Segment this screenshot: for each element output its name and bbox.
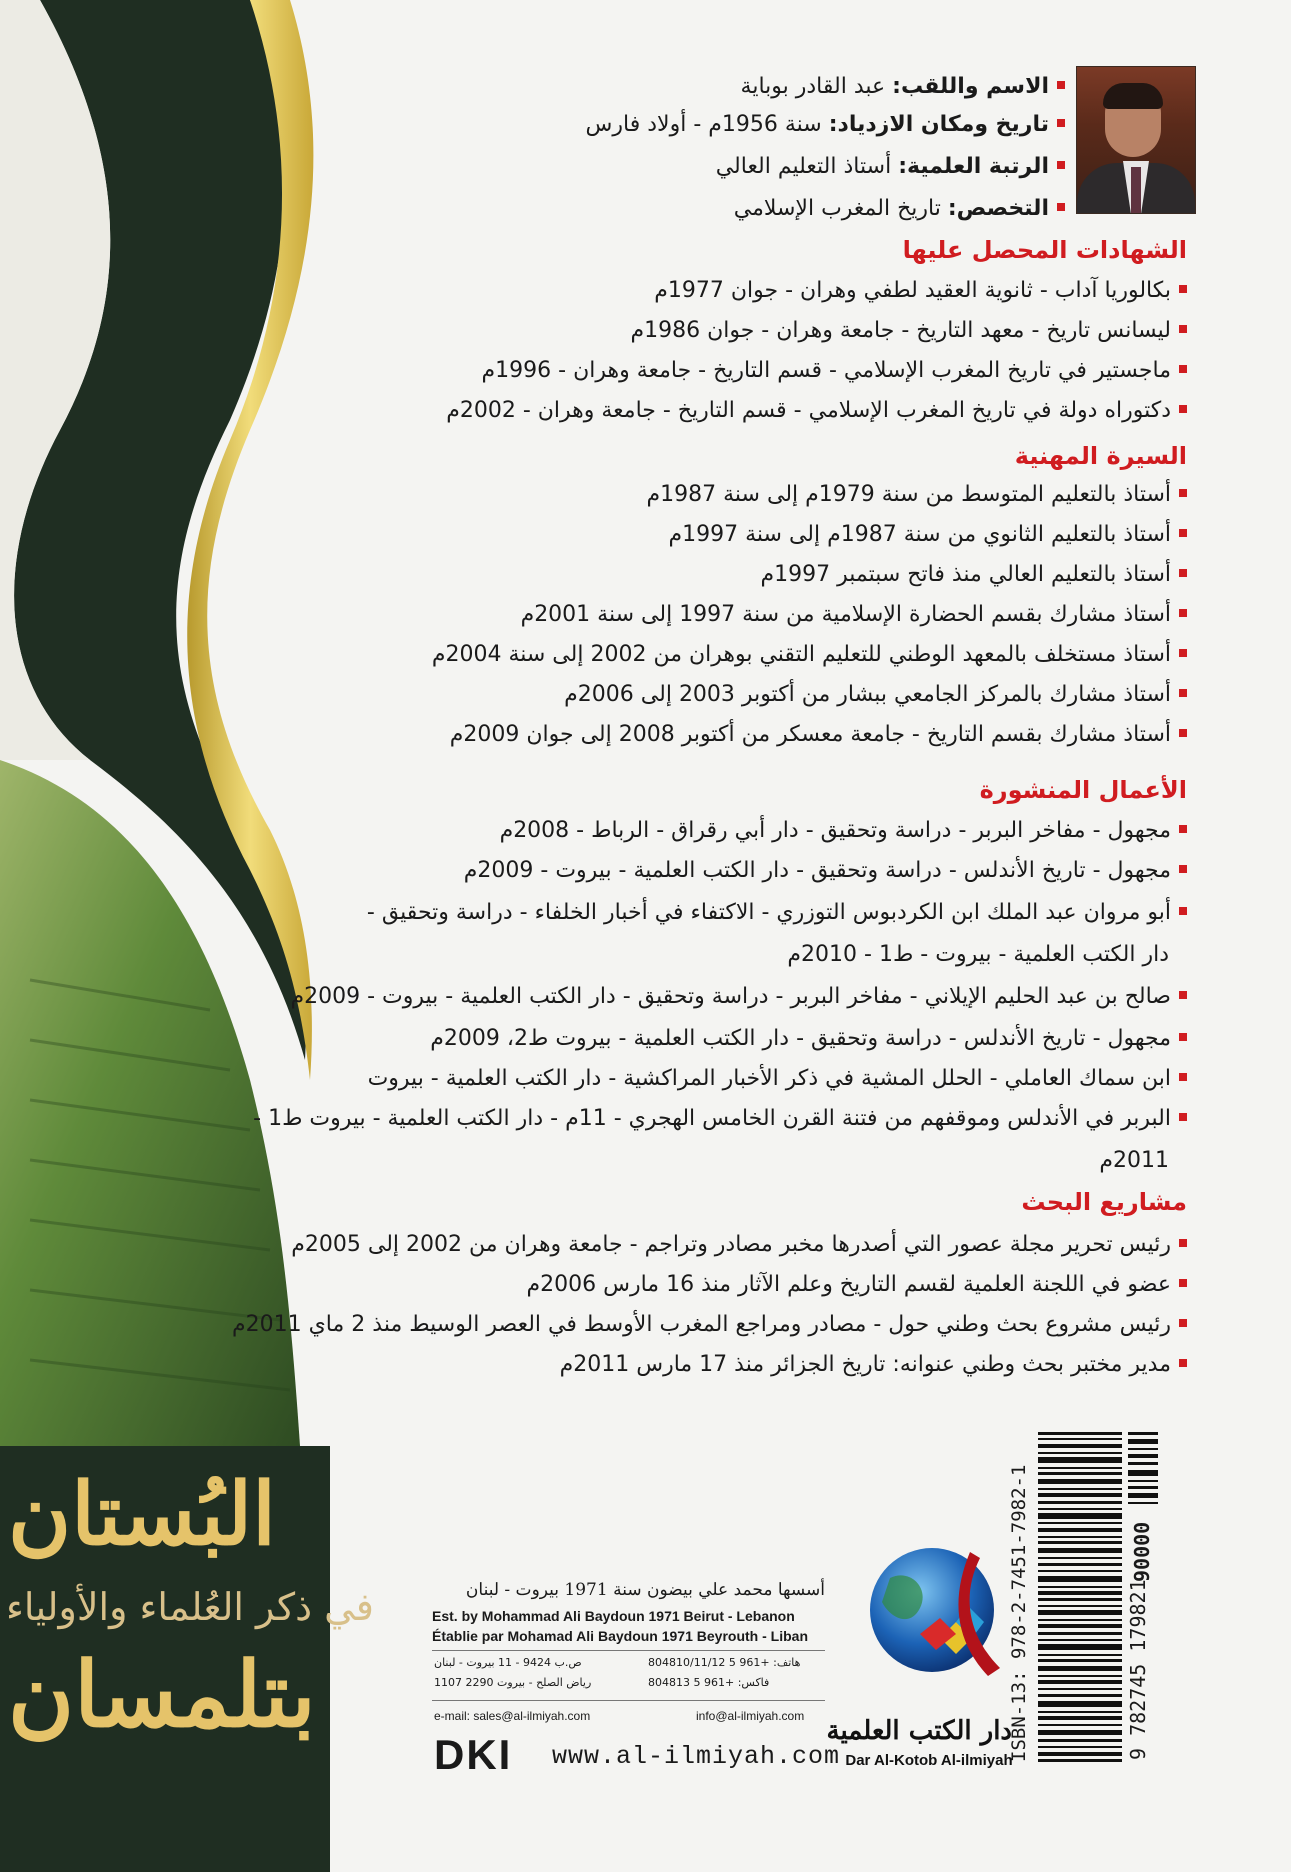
list-item-continuation: 2011م: [1099, 1148, 1169, 1173]
list-item: رئيس مشروع بحث وطني حول - مصادر ومراجع المغرب الأوسط في العصر الوسيط منذ 2 ماي 2011م: [232, 1310, 1187, 1340]
publisher-fax: فاكس: +961 5 804813: [648, 1676, 770, 1689]
publisher-est-en: Est. by Mohammad Ali Baydoun 1971 Beirut - Lebanon: [432, 1608, 795, 1624]
book-title-line1: البُستان: [8, 1464, 277, 1565]
bullet-icon: [1057, 161, 1065, 169]
section-degrees: [287, 234, 1187, 434]
bullet-icon: [1179, 489, 1187, 497]
author-profile: [365, 72, 1065, 232]
bullet-icon: [1179, 689, 1187, 697]
list-item-continuation: دار الكتب العلمية - بيروت - ط1 - 2010م: [787, 942, 1169, 967]
section-heading: الأعمال المنشورة: [979, 776, 1187, 804]
section-publications: [253, 774, 1187, 1174]
bullet-icon: [1179, 609, 1187, 617]
publisher-phone: هاتف: +961 5 804810/11/12: [648, 1656, 801, 1669]
list-item: صالح بن عبد الحليم الإيلاني - مفاخر البربر - دراسة وتحقيق - دار الكتب العلمية - بيروت - 2009م: [291, 982, 1188, 1012]
list-item: أستاذ بالتعليم العالي منذ فاتح سبتمبر 1997م: [760, 560, 1187, 590]
list-item: رئيس تحرير مجلة عصور التي أصدرها مخبر مصادر وتراجم - جامعة وهران من 2002 إلى 2005م: [291, 1230, 1187, 1260]
bullet-icon: [1057, 81, 1065, 89]
publisher-email: e-mail: sales@al-ilmiyah.com: [434, 1709, 591, 1723]
list-item: عضو في اللجنة العلمية لقسم التاريخ وعلم الآثار منذ 16 مارس 2006م: [527, 1270, 1188, 1300]
section-heading: السيرة المهنية: [1014, 442, 1187, 470]
list-item: البربر في الأندلس وموقفهم من فتنة القرن الخامس الهجري - 11م - دار الكتب العلمية - بيروت ط1 -: [253, 1104, 1187, 1134]
isbn-digits: 9 782745 179821: [1126, 1579, 1150, 1760]
list-item: مجهول - تاريخ الأندلس - دراسة وتحقيق - دار الكتب العلمية - بيروت - 2009م: [464, 856, 1187, 886]
publisher-est-fr: Établie par Mohamad Ali Baydoun 1971 Beyrouth - Liban: [432, 1628, 808, 1644]
publisher-address: رياض الصلح - بيروت 2290 1107: [434, 1676, 592, 1689]
book-title-line3: بتلمسان: [8, 1642, 316, 1748]
bullet-icon: [1179, 1113, 1187, 1121]
bullet-icon: [1179, 907, 1187, 915]
bullet-icon: [1179, 1239, 1187, 1247]
publisher-website: www.al-ilmiyah.com: [552, 1742, 841, 1771]
list-item: مجهول - مفاخر البربر - دراسة وتحقيق - دار أبي رقراق - الرباط - 2008م: [500, 816, 1187, 846]
list-item: بكالوريا آداب - ثانوية العقيد لطفي وهران - جوان 1977م: [654, 276, 1187, 306]
list-item: ابن سماك العاملي - الحلل المشية في ذكر الأخبار المراكشية - دار الكتب العلمية - بيروت: [368, 1064, 1187, 1094]
section-career: [287, 440, 1187, 770]
bullet-icon: [1179, 1279, 1187, 1287]
list-item: مجهول - تاريخ الأندلس - دراسة وتحقيق - دار الكتب العلمية - بيروت ط2، 2009م: [430, 1024, 1187, 1054]
divider: [432, 1650, 825, 1651]
list-item: دكتوراه دولة في تاريخ المغرب الإسلامي - قسم التاريخ - جامعة وهران - 2002م: [446, 396, 1187, 426]
profile-birth: تاريخ ومكان الازدياد: سنة 1956م - أولاد فارس: [586, 110, 1065, 140]
profile-name: الاسم واللقب: عبد القادر بوباية: [741, 72, 1065, 102]
bullet-icon: [1179, 529, 1187, 537]
section-research: [231, 1186, 1187, 1386]
bullet-icon: [1179, 1319, 1187, 1327]
publisher-arabic-name: دار الكتب العلمية: [826, 1716, 1012, 1746]
bullet-icon: [1179, 405, 1187, 413]
bullet-icon: [1179, 865, 1187, 873]
isbn-text: ISBN-13: 978-2-7451-7982-1: [1008, 1464, 1030, 1762]
list-item: أستاذ مستخلف بالمعهد الوطني للتعليم التقني بوهران من 2002 إلى سنة 2004م: [432, 640, 1187, 670]
list-item: مدير مختبر بحث وطني عنوانه: تاريخ الجزائر منذ 17 مارس 2011م: [560, 1350, 1187, 1380]
bullet-icon: [1057, 119, 1065, 127]
book-title-line2: في ذكر العُلماء والأولياء: [6, 1585, 374, 1629]
list-item: أبو مروان عبد الملك ابن الكردبوس التوزري - الاكتفاء في أخبار الخلفاء - دراسة وتحقيق -: [367, 898, 1187, 928]
bullet-icon: [1179, 1033, 1187, 1041]
dki-logo: DKI: [434, 1731, 513, 1778]
list-item: ماجستير في تاريخ المغرب الإسلامي - قسم التاريخ - جامعة وهران - 1996م: [482, 356, 1187, 386]
profile-rank: الرتبة العلمية: أستاذ التعليم العالي: [716, 152, 1065, 182]
publisher-pobox: ص.ب 9424 - 11 بيروت - لبنان: [434, 1656, 582, 1669]
isbn-barcode: [1038, 1432, 1122, 1762]
divider: [432, 1700, 825, 1701]
author-photo: [1076, 66, 1196, 214]
section-heading: الشهادات المحصل عليها: [902, 236, 1187, 264]
bullet-icon: [1179, 1073, 1187, 1081]
publisher-logo: [860, 1538, 1010, 1688]
price-code: 90000: [1130, 1521, 1154, 1582]
bullet-icon: [1179, 325, 1187, 333]
profile-specialty: التخصص: تاريخ المغرب الإسلامي: [734, 194, 1065, 224]
publisher-latin-name: Dar Al-Kotob Al-ilmiyah: [845, 1752, 1013, 1769]
list-item: أستاذ مشارك بقسم التاريخ - جامعة معسكر من أكتوبر 2008 إلى جوان 2009م: [450, 720, 1187, 750]
list-item: ليسانس تاريخ - معهد التاريخ - جامعة وهران - جوان 1986م: [630, 316, 1187, 346]
list-item: أستاذ مشارك بقسم الحضارة الإسلامية من سنة 1997 إلى سنة 2001م: [521, 600, 1187, 630]
bullet-icon: [1179, 285, 1187, 293]
bullet-icon: [1179, 1359, 1187, 1367]
publisher-info-email: info@al-ilmiyah.com: [696, 1709, 805, 1723]
bullet-icon: [1179, 569, 1187, 577]
bullet-icon: [1179, 729, 1187, 737]
bullet-icon: [1179, 991, 1187, 999]
section-heading: مشاريع البحث: [1021, 1188, 1187, 1216]
bullet-icon: [1179, 649, 1187, 657]
bullet-icon: [1179, 365, 1187, 373]
list-item: أستاذ مشارك بالمركز الجامعي ببشار من أكتوبر 2003 إلى 2006م: [564, 680, 1187, 710]
bullet-icon: [1179, 825, 1187, 833]
list-item: أستاذ بالتعليم الثانوي من سنة 1987م إلى سنة 1997م: [668, 520, 1187, 550]
bullet-icon: [1057, 203, 1065, 211]
publisher-founded: أسسها محمد علي بيضون سنة 1971 بيروت - لبنان: [465, 1580, 825, 1600]
list-item: أستاذ بالتعليم المتوسط من سنة 1979م إلى سنة 1987م: [647, 480, 1188, 510]
